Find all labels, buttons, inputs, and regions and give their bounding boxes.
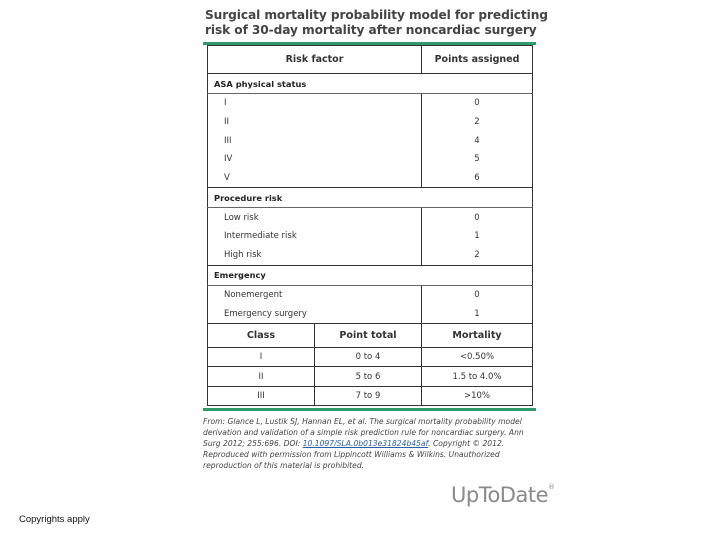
logo-text: UpToDate <box>451 483 549 507</box>
table-row <box>208 367 533 387</box>
table-row <box>208 113 533 132</box>
table-row <box>208 227 533 246</box>
table-bottom-divider <box>203 408 536 411</box>
risk-factor-table <box>207 45 533 406</box>
title-line-1: Surgical mortality probability model for predicting <box>205 8 548 22</box>
table-container <box>207 45 532 406</box>
row-label: High risk <box>208 246 422 265</box>
row-points: 0 <box>422 94 533 113</box>
point-total-header: Point total <box>315 323 422 347</box>
registered-mark: ® <box>548 483 555 491</box>
class-header: Class <box>208 323 315 347</box>
row-points: 2 <box>422 113 533 132</box>
uptodate-logo <box>451 483 555 507</box>
table-row <box>208 285 533 304</box>
point-total-cell: 0 to 4 <box>315 347 422 367</box>
mortality-cell: <0.50% <box>422 347 533 367</box>
mortality-cell: 1.5 to 4.0% <box>422 367 533 387</box>
figure-panel <box>203 8 548 471</box>
citation-credit <box>203 417 533 471</box>
table-row <box>208 94 533 113</box>
class-cell: I <box>208 347 315 367</box>
row-label: Low risk <box>208 208 422 227</box>
section-title: ASA physical status <box>208 74 533 94</box>
point-total-cell: 7 to 9 <box>315 386 422 406</box>
row-points: 4 <box>422 131 533 150</box>
row-points: 0 <box>422 285 533 304</box>
table-row <box>208 208 533 227</box>
class-cell: II <box>208 367 315 387</box>
table-row <box>208 347 533 367</box>
doi-link[interactable]: 10.1097/SLA.0b013e31824b45af <box>302 438 429 448</box>
section-row <box>208 265 533 285</box>
section-row <box>208 74 533 94</box>
row-points: 1 <box>422 304 533 323</box>
mortality-header-row <box>208 323 533 347</box>
row-label: V <box>208 169 422 188</box>
copyright-notice: Copyrights apply <box>19 514 90 525</box>
credit-text-start: From: Glance L, Lustik SJ, Hannan EL, et al. The surgical mortality probability model derivation and validation of a simple risk prediction rule for noncardiac surgery. Ann Surg 2012; 255:696. DOI: <box>203 417 524 448</box>
figure-title <box>205 8 548 38</box>
points-assigned-header: Points assigned <box>422 46 533 74</box>
table-row <box>208 246 533 265</box>
row-points: 2 <box>422 246 533 265</box>
section-title: Procedure risk <box>208 188 533 208</box>
table-header-row <box>208 46 533 74</box>
row-label: I <box>208 94 422 113</box>
row-label: Emergency surgery <box>208 304 422 323</box>
row-label: II <box>208 113 422 132</box>
title-line-2: risk of 30-day mortality after noncardiac surgery <box>205 23 537 37</box>
row-label: III <box>208 131 422 150</box>
table-row <box>208 386 533 406</box>
risk-factor-header: Risk factor <box>208 46 422 74</box>
row-label: IV <box>208 150 422 169</box>
row-points: 0 <box>422 208 533 227</box>
table-row <box>208 131 533 150</box>
class-cell: III <box>208 386 315 406</box>
table-row <box>208 304 533 323</box>
section-title: Emergency <box>208 265 533 285</box>
row-points: 6 <box>422 169 533 188</box>
section-row <box>208 188 533 208</box>
row-points: 1 <box>422 227 533 246</box>
mortality-cell: >10% <box>422 386 533 406</box>
table-row <box>208 150 533 169</box>
row-label: Intermediate risk <box>208 227 422 246</box>
mortality-header: Mortality <box>422 323 533 347</box>
row-points: 5 <box>422 150 533 169</box>
point-total-cell: 5 to 6 <box>315 367 422 387</box>
row-label: Nonemergent <box>208 285 422 304</box>
table-row <box>208 169 533 188</box>
credit-text-end: . Copyright © 2012. Reproduced with permission from Lippincott Williams & Wilkins. Unauthorized reproduction of this material is prohibited. <box>203 438 505 470</box>
